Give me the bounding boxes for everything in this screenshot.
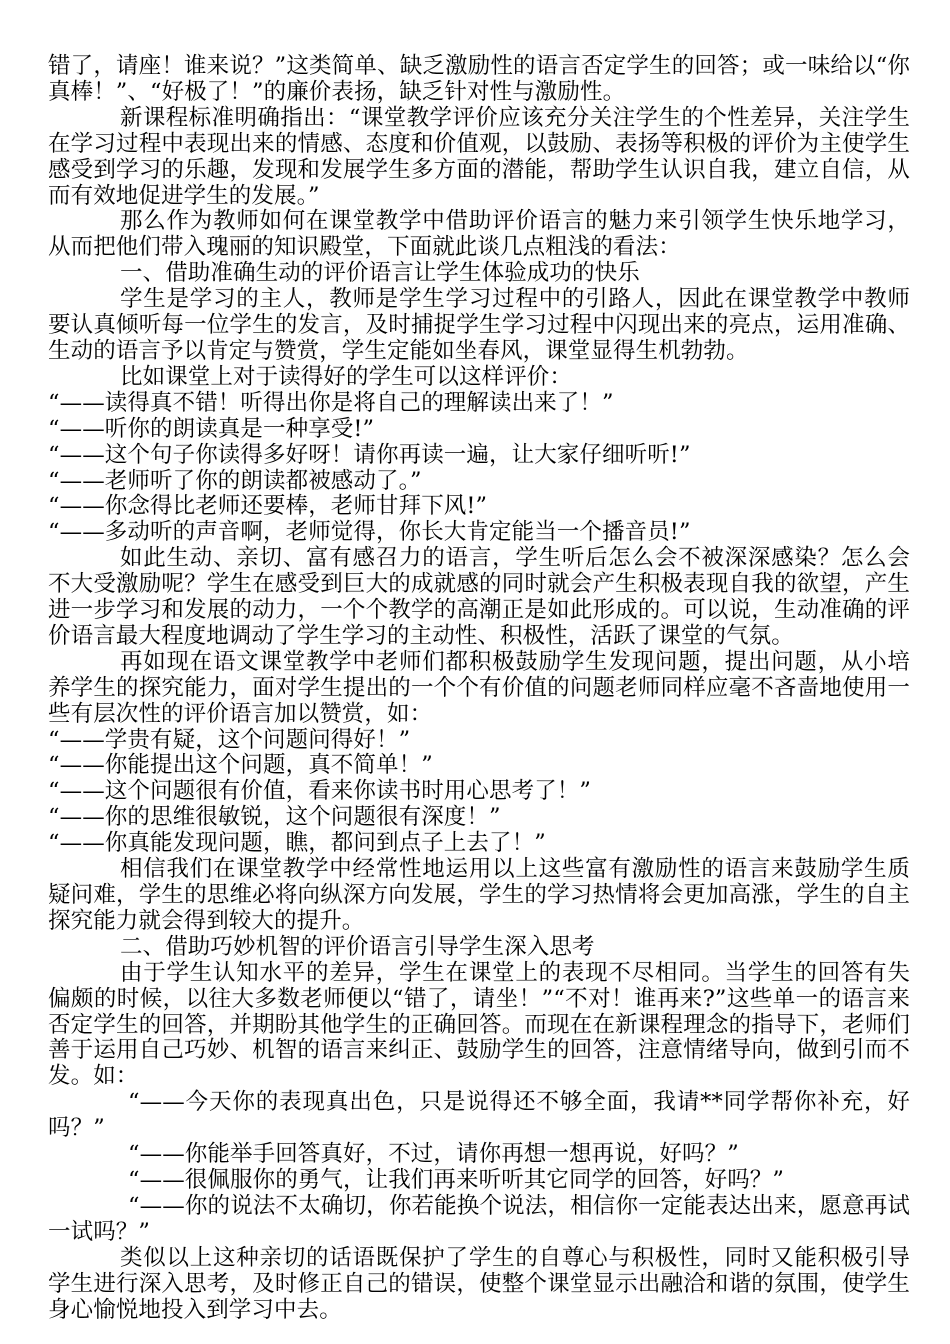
paragraph: 由于学生认知水平的差异，学生在课堂上的表现不尽相同。当学生的回答有失偏颇的时候，以往大多数老师便以“错了，请坐！”“不对！谁再来?”这些单一的语言来否定学生的回答，并期盼其他学生的正确回答。而现在在新课程理念的指导下，老师们善于运用自己巧妙、机智的语言来纠正、鼓励学生的回答，注意情绪导向，做到引而不发。如： — [48, 959, 910, 1090]
paragraph: 新课程标准明确指出：“课堂教学评价应该充分关注学生的个性差异，关注学生在学习过程中表现出来的情感、态度和价值观，以鼓励、表扬等积极的评价为主使学生感受到学习的乐趣，发现和发展学生多方面的潜能，帮助学生认识自我，建立自信，从而有效地促进学生的发展。” — [48, 104, 910, 209]
document-page — [48, 54, 910, 1323]
quote-line: “——多动听的声音啊，老师觉得，你长大肯定能当一个播音员!” — [48, 519, 691, 546]
quote-line: “——你的思维很敏锐，这个问题很有深度！” — [48, 804, 501, 831]
quote-line: “——你的说法不太确切，你若能换个说法，相信你一定能表达出来，愿意再试一试吗？” — [48, 1192, 910, 1245]
quote-line: “——这个句子你读得多好呀！请你再读一遍，让大家仔细听听!” — [48, 441, 691, 468]
quote-line: “——你真能发现问题，瞧，都问到点子上去了！” — [48, 830, 546, 857]
quote-line: “——你能举手回答真好，不过，请你再想一想再说，好吗？” — [128, 1141, 739, 1168]
paragraph: 错了，请座！谁来说？”这类简单、缺乏激励性的语言否定学生的回答；或一味给以“你真棒！”、“好极了！”的廉价表扬，缺乏针对性与激励性。 — [48, 53, 910, 105]
paragraph: 类似以上这种亲切的话语既保护了学生的自尊心与积极性，同时又能积极引导学生进行深入思考，及时修正自己的错误，使整个课堂显示出融洽和谐的氛围，使学生身心愉悦地投入到学习中去。 — [48, 1244, 910, 1323]
paragraph: 比如课堂上对于读得好的学生可以这样评价： — [120, 363, 573, 390]
quote-line: “——今天你的表现真出色，只是说得还不够全面，我请**同学帮你补充，好吗？” — [48, 1089, 910, 1142]
quote-line: “——很佩服你的勇气，让我们再来听听其它同学的回答，好吗？” — [128, 1166, 785, 1193]
quote-line: “——这个问题很有价值，看来你读书时用心思考了！” — [48, 778, 592, 805]
quote-line: “——老师听了你的朗读都被感动了。” — [48, 467, 422, 494]
section-heading: 一、借助准确生动的评价语言让学生体验成功的快乐 — [120, 260, 640, 287]
paragraph: 学生是学习的主人，教师是学生学习过程中的引路人，因此在课堂教学中教师要认真倾听每一位学生的发言，及时捕捉学生学习过程中闪现出来的亮点，运用准确、生动的语言予以肯定与赞赏，学生定能如坐春风，课堂显得生机勃勃。 — [48, 286, 910, 364]
quote-line: “——你念得比老师还要棒，老师甘拜下风!” — [48, 493, 488, 520]
paragraph: 如此生动、亲切、富有感召力的语言，学生听后怎么会不被深深感染？怎么会不大受激励呢？学生在感受到巨大的成就感的同时就会产生积极表现自我的欲望，产生进一步学习和发展的动力，一个个教学的高潮正是如此形成的。可以说，生动准确的评价语言最大程度地调动了学生学习的主动性、积极性，活跃了课堂的气氛。 — [48, 545, 910, 649]
section-heading: 二、借助巧妙机智的评价语言引导学生深入思考 — [120, 933, 595, 960]
paragraph: 相信我们在课堂教学中经常性地运用以上这些富有激励性的语言来鼓励学生质疑问难，学生的思维必将向纵深方向发展，学生的学习热情将会更加高涨，学生的自主探究能力就会得到较大的提升。 — [48, 856, 910, 934]
quote-line: “——你能提出这个问题，真不简单！” — [48, 752, 433, 779]
quote-line: “——读得真不错！听得出你是将自己的理解读出来了！” — [48, 389, 614, 416]
quote-line: “——听你的朗读真是一种享受!” — [48, 415, 375, 442]
paragraph: 再如现在语文课堂教学中老师们都积极鼓励学生发现问题，提出问题，从小培养学生的探究能力，面对学生提出的一个个有价值的问题老师同样应毫不吝啬地使用一些有层次性的评价语言加以赞赏，如： — [48, 648, 910, 727]
paragraph: 那么作为教师如何在课堂教学中借助评价语言的魅力来引领学生快乐地学习，从而把他们带入瑰丽的知识殿堂，下面就此谈几点粗浅的看法： — [48, 208, 910, 261]
quote-line: “——学贵有疑，这个问题问得好！” — [48, 726, 411, 753]
